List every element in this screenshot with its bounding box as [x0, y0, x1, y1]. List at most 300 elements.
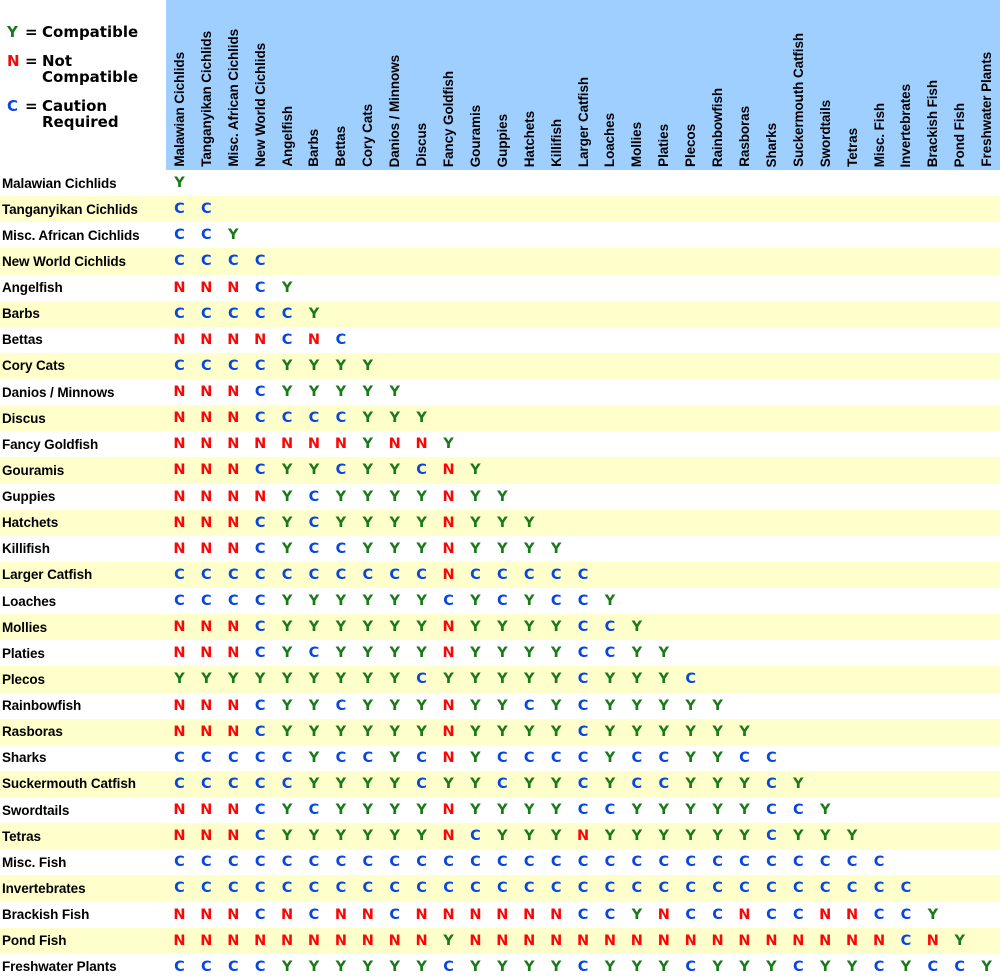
matrix-cell: Y [658, 828, 670, 845]
matrix-cell-empty [946, 588, 973, 614]
matrix-cell: N [442, 540, 455, 557]
matrix-cell-empty [785, 510, 812, 536]
matrix-cell-empty [785, 353, 812, 379]
row-label: Misc. African Cichlids [2, 227, 140, 243]
row-label: Gouramis [2, 462, 65, 478]
matrix-cell: Y [604, 749, 616, 766]
matrix-row [0, 902, 1000, 928]
matrix-cell-empty [570, 484, 597, 510]
matrix-cell-empty [623, 170, 650, 196]
matrix-cell-empty [704, 536, 731, 562]
matrix-cell: C [766, 749, 777, 766]
matrix-cell: C [658, 749, 670, 766]
matrix-cell-empty [812, 196, 839, 222]
matrix-cell: C [631, 775, 643, 792]
matrix-cell: Y [523, 775, 535, 792]
matrix-cell-empty [731, 170, 758, 196]
matrix-cell: Y [470, 488, 481, 505]
matrix-cell-empty [381, 353, 408, 379]
matrix-cell: C [254, 279, 266, 296]
matrix-cell: C [254, 802, 266, 819]
matrix-cell-empty [973, 222, 1000, 248]
matrix-cell-empty [892, 745, 919, 771]
matrix-cell: N [442, 619, 455, 636]
matrix-cell: Y [470, 619, 481, 636]
matrix-cell: C [819, 880, 831, 897]
matrix-cell: N [415, 906, 428, 923]
matrix-cell-empty [623, 222, 650, 248]
matrix-cell: Y [550, 775, 562, 792]
matrix-cell: Y [819, 828, 831, 845]
matrix-cell: Y [470, 802, 481, 819]
matrix-cell-empty [946, 849, 973, 875]
matrix-cell: N [227, 279, 240, 296]
matrix-cell-empty [543, 196, 570, 222]
matrix-cell-empty [623, 405, 650, 431]
matrix-cell: C [254, 462, 266, 479]
matrix-cell: Y [416, 828, 427, 845]
matrix-cell: C [523, 749, 535, 766]
matrix-cell: C [174, 854, 185, 871]
matrix-cell-empty [650, 327, 677, 353]
matrix-cell: C [254, 828, 266, 845]
matrix-cell: C [362, 749, 374, 766]
matrix-cell: N [550, 932, 563, 949]
matrix-cell-empty [650, 562, 677, 588]
matrix-row-cells [166, 510, 1000, 536]
matrix-cell: C [470, 828, 481, 845]
matrix-cell: C [281, 854, 293, 871]
matrix-cell-empty [866, 640, 893, 666]
column-header-label: Malawian Cichlids [171, 52, 187, 167]
matrix-cell: Y [900, 958, 912, 975]
matrix-cell-empty [812, 405, 839, 431]
matrix-cell: N [281, 932, 294, 949]
matrix-row [0, 745, 1000, 771]
matrix-cell: Y [523, 645, 535, 662]
matrix-cell: Y [470, 593, 481, 610]
matrix-cell-empty [543, 457, 570, 483]
matrix-cell: C [308, 906, 320, 923]
matrix-cell-empty [758, 484, 785, 510]
row-label: Suckermouth Catfish [2, 776, 136, 792]
matrix-cell: Y [685, 775, 696, 792]
matrix-cell: Y [335, 645, 347, 662]
matrix-cell-empty [327, 301, 354, 327]
matrix-cell-empty [866, 301, 893, 327]
matrix-cell-empty [543, 353, 570, 379]
matrix-cell: Y [846, 958, 858, 975]
matrix-cell: Y [470, 723, 481, 740]
matrix-cell-empty [247, 222, 274, 248]
matrix-cell: Y [658, 645, 670, 662]
matrix-cell-empty [973, 405, 1000, 431]
matrix-cell-empty [381, 275, 408, 301]
matrix-cell: C [577, 802, 589, 819]
matrix-cell: C [443, 854, 454, 871]
matrix-cell: C [766, 906, 777, 923]
matrix-cell: C [497, 775, 508, 792]
matrix-cell-empty [946, 379, 973, 405]
matrix-cell-empty [597, 405, 624, 431]
matrix-cell: C [254, 357, 266, 374]
matrix-cell: C [362, 880, 374, 897]
matrix-cell-empty [274, 170, 301, 196]
matrix-cell-empty [758, 248, 785, 274]
matrix-cell-empty [704, 405, 731, 431]
matrix-cell-empty [839, 666, 866, 692]
matrix-cell-empty [435, 196, 462, 222]
matrix-cell-empty [946, 484, 973, 510]
column-header-label: Rasboras [736, 106, 752, 167]
matrix-cell: Y [362, 802, 374, 819]
matrix-cell-empty [677, 562, 704, 588]
matrix-cell-empty [570, 275, 597, 301]
matrix-row [0, 170, 1000, 196]
matrix-cell: Y [389, 462, 400, 479]
matrix-cell: Y [470, 775, 481, 792]
matrix-cell-empty [946, 693, 973, 719]
matrix-row [0, 379, 1000, 405]
matrix-row-cells [166, 248, 1000, 274]
matrix-row [0, 275, 1000, 301]
column-header-label: Brackish Fish [925, 79, 941, 167]
matrix-cell-empty [866, 666, 893, 692]
matrix-cell: C [577, 749, 589, 766]
column-header [220, 0, 247, 170]
matrix-cell: C [389, 854, 401, 871]
matrix-cell-empty [973, 353, 1000, 379]
matrix-cell-empty [731, 640, 758, 666]
matrix-cell: C [658, 880, 670, 897]
matrix-cell-empty [677, 353, 704, 379]
matrix-cell-empty [462, 431, 489, 457]
matrix-cell: Y [658, 671, 670, 688]
matrix-cell: C [227, 958, 239, 975]
matrix-cell-empty [785, 588, 812, 614]
matrix-cell: C [927, 958, 939, 975]
matrix-cell: Y [362, 540, 374, 557]
matrix-cell: N [200, 279, 213, 296]
matrix-cell: N [200, 932, 213, 949]
matrix-cell: N [200, 828, 213, 845]
matrix-cell: Y [497, 514, 508, 531]
matrix-cell-empty [839, 379, 866, 405]
matrix-cell-empty [489, 170, 516, 196]
matrix-cell: N [227, 645, 240, 662]
matrix-cell: N [200, 384, 213, 401]
matrix-cell: N [846, 906, 859, 923]
matrix-cell-empty [704, 327, 731, 353]
matrix-row [0, 248, 1000, 274]
matrix-cell: N [200, 697, 213, 714]
matrix-cell: Y [631, 619, 643, 636]
matrix-cell-empty [462, 379, 489, 405]
matrix-cell-empty [785, 170, 812, 196]
matrix-cell-empty [543, 327, 570, 353]
matrix-cell: C [254, 906, 266, 923]
matrix-cell-empty [892, 248, 919, 274]
column-header [274, 0, 301, 170]
matrix-cell-empty [543, 301, 570, 327]
matrix-cell-empty [946, 275, 973, 301]
matrix-cell-empty [623, 301, 650, 327]
matrix-cell: C [201, 775, 212, 792]
matrix-cell: C [470, 880, 481, 897]
matrix-cell-empty [839, 431, 866, 457]
matrix-cell-empty [866, 588, 893, 614]
matrix-cell-empty [543, 510, 570, 536]
matrix-cell-empty [354, 327, 381, 353]
legend-label-compatible: Compatible [42, 23, 139, 41]
matrix-cell: C [470, 854, 481, 871]
matrix-cell: Y [631, 697, 643, 714]
row-label: Barbs [2, 306, 40, 322]
matrix-cell-empty [435, 379, 462, 405]
matrix-cell: N [657, 906, 670, 923]
matrix-cell: C [308, 410, 320, 427]
matrix-cell-empty [785, 614, 812, 640]
matrix-row-cells [166, 902, 1000, 928]
matrix-cell: Y [308, 462, 320, 479]
matrix-cell: Y [497, 645, 508, 662]
matrix-cell: C [631, 880, 643, 897]
matrix-cell: C [174, 357, 185, 374]
matrix-cell-empty [408, 379, 435, 405]
matrix-cell: C [254, 775, 266, 792]
matrix-cell: Y [335, 802, 347, 819]
matrix-cell: Y [228, 227, 239, 244]
matrix-cell: C [497, 593, 508, 610]
matrix-cell: Y [362, 828, 374, 845]
matrix-cell-empty [812, 222, 839, 248]
matrix-cell-empty [677, 196, 704, 222]
matrix-cell-empty [892, 170, 919, 196]
column-header-label: Barbs [306, 129, 322, 167]
matrix-cell-empty [677, 379, 704, 405]
matrix-cell-empty [839, 457, 866, 483]
matrix-cell-empty [408, 327, 435, 353]
matrix-cell: N [227, 697, 240, 714]
matrix-cell-empty [785, 379, 812, 405]
matrix-cell: C [416, 775, 427, 792]
matrix-cell: Y [308, 749, 320, 766]
matrix-cell-empty [731, 275, 758, 301]
column-header-label: Larger Catfish [575, 76, 591, 167]
matrix-cell-empty [946, 562, 973, 588]
matrix-cell: Y [389, 723, 400, 740]
matrix-cell: Y [335, 723, 347, 740]
matrix-cell-empty [892, 431, 919, 457]
matrix-cell: C [416, 566, 427, 583]
matrix-cell: C [281, 305, 293, 322]
matrix-cell-empty [677, 457, 704, 483]
matrix-cell: Y [174, 671, 185, 688]
column-header-label: Suckermouth Catfish [790, 33, 806, 167]
matrix-cell: C [308, 566, 320, 583]
matrix-cell-empty [704, 301, 731, 327]
matrix-cell: C [254, 880, 266, 897]
matrix-cell-empty [839, 222, 866, 248]
matrix-cell: Y [550, 828, 562, 845]
matrix-cell-empty [892, 588, 919, 614]
legend-symbol-not-compatible: N [7, 52, 20, 70]
matrix-cell-empty [462, 327, 489, 353]
matrix-cell-empty [570, 379, 597, 405]
matrix-cell: Y [497, 958, 508, 975]
matrix-cell: C [685, 854, 696, 871]
matrix-cell-empty [839, 510, 866, 536]
column-headers [166, 0, 1000, 170]
matrix-cell: Y [712, 749, 723, 766]
matrix-cell-empty [758, 405, 785, 431]
matrix-cell-empty [973, 170, 1000, 196]
matrix-cell-empty [623, 248, 650, 274]
matrix-cell-empty [839, 405, 866, 431]
matrix-cell: C [335, 566, 347, 583]
matrix-cell: C [174, 253, 185, 270]
chart-header [0, 0, 1000, 170]
matrix-cell: C [201, 566, 212, 583]
matrix-cell: C [766, 828, 777, 845]
matrix-cell: Y [550, 958, 562, 975]
matrix-cell-empty [677, 614, 704, 640]
matrix-cell: N [227, 802, 240, 819]
matrix-cell: C [227, 566, 239, 583]
matrix-cell: N [173, 462, 186, 479]
matrix-cell: Y [416, 488, 427, 505]
matrix-cell-empty [489, 457, 516, 483]
matrix-cell-empty [946, 248, 973, 274]
matrix-cell-empty [516, 301, 543, 327]
matrix-cell: N [227, 932, 240, 949]
matrix-cell-empty [919, 823, 946, 849]
matrix-cell: C [577, 566, 589, 583]
matrix-cell-empty [785, 536, 812, 562]
matrix-cell-empty [758, 170, 785, 196]
matrix-cell: N [550, 906, 563, 923]
matrix-cell-empty [892, 379, 919, 405]
matrix-cell: N [200, 488, 213, 505]
matrix-cell: C [873, 880, 885, 897]
matrix-cell: C [416, 749, 427, 766]
matrix-cell: C [631, 749, 643, 766]
matrix-cell: Y [281, 593, 293, 610]
matrix-cell-empty [543, 170, 570, 196]
matrix-cell: Y [523, 593, 535, 610]
matrix-cell-empty [758, 640, 785, 666]
matrix-cell-empty [866, 457, 893, 483]
matrix-cell-empty [435, 170, 462, 196]
matrix-cell-empty [597, 275, 624, 301]
matrix-cell: C [308, 880, 320, 897]
matrix-cell: Y [416, 540, 427, 557]
matrix-cell: Y [281, 619, 293, 636]
matrix-cell-empty [462, 196, 489, 222]
row-label: Guppies [2, 489, 56, 505]
matrix-row [0, 614, 1000, 640]
matrix-cell-empty [946, 771, 973, 797]
matrix-cell-empty [758, 431, 785, 457]
matrix-row [0, 928, 1000, 954]
matrix-row [0, 849, 1000, 875]
matrix-cell-empty [570, 510, 597, 536]
matrix-cell: N [200, 410, 213, 427]
matrix-cell: C [685, 671, 696, 688]
matrix-cell: N [819, 906, 832, 923]
matrix-cell: Y [497, 671, 508, 688]
matrix-cell: C [604, 854, 616, 871]
matrix-cell-empty [919, 719, 946, 745]
matrix-cell: C [631, 854, 643, 871]
matrix-cell: Y [604, 697, 616, 714]
matrix-cell: N [173, 723, 186, 740]
matrix-cell-empty [919, 510, 946, 536]
matrix-cell: Y [658, 802, 670, 819]
matrix-cell-empty [516, 353, 543, 379]
matrix-cell-empty [812, 431, 839, 457]
matrix-cell: C [281, 566, 293, 583]
matrix-cell: N [173, 540, 186, 557]
matrix-cell-empty [731, 588, 758, 614]
matrix-cell-empty [785, 431, 812, 457]
matrix-cell: Y [739, 828, 750, 845]
matrix-cell-empty [758, 222, 785, 248]
matrix-cell-empty [973, 484, 1000, 510]
matrix-cell-empty [704, 510, 731, 536]
matrix-cell: N [442, 462, 455, 479]
matrix-cell: N [442, 828, 455, 845]
matrix-row [0, 588, 1000, 614]
matrix-cell-empty [597, 248, 624, 274]
matrix-cell: N [307, 932, 321, 949]
matrix-cell: C [254, 410, 266, 427]
matrix-cell-empty [919, 275, 946, 301]
matrix-cell-empty [381, 222, 408, 248]
matrix-cell-empty [435, 248, 462, 274]
matrix-cell-empty [704, 275, 731, 301]
matrix-cell-empty [919, 771, 946, 797]
matrix-cell: Y [927, 906, 939, 923]
matrix-row-cells [166, 457, 1000, 483]
matrix-cell-empty [220, 196, 247, 222]
matrix-cell-empty [354, 222, 381, 248]
matrix-cell-empty [785, 301, 812, 327]
matrix-cell-empty [516, 327, 543, 353]
matrix-cell-empty [650, 405, 677, 431]
matrix-cell-empty [677, 588, 704, 614]
matrix-cell: N [227, 436, 240, 453]
matrix-cell-empty [839, 640, 866, 666]
matrix-cell-empty [704, 666, 731, 692]
matrix-cell: Y [550, 802, 562, 819]
matrix-cell-empty [462, 248, 489, 274]
matrix-cell-empty [408, 170, 435, 196]
matrix-cell: C [174, 593, 185, 610]
matrix-cell: Y [523, 723, 535, 740]
matrix-cell-empty [301, 275, 328, 301]
row-label: Rasboras [2, 724, 63, 740]
matrix-cell: C [335, 410, 347, 427]
row-label: Angelfish [2, 280, 63, 296]
matrix-cell: C [201, 357, 212, 374]
matrix-cell: Y [497, 619, 508, 636]
matrix-cell: N [281, 906, 294, 923]
matrix-cell-empty [919, 875, 946, 901]
matrix-cell-empty [677, 640, 704, 666]
matrix-cell: N [200, 802, 213, 819]
matrix-cell-empty [597, 170, 624, 196]
